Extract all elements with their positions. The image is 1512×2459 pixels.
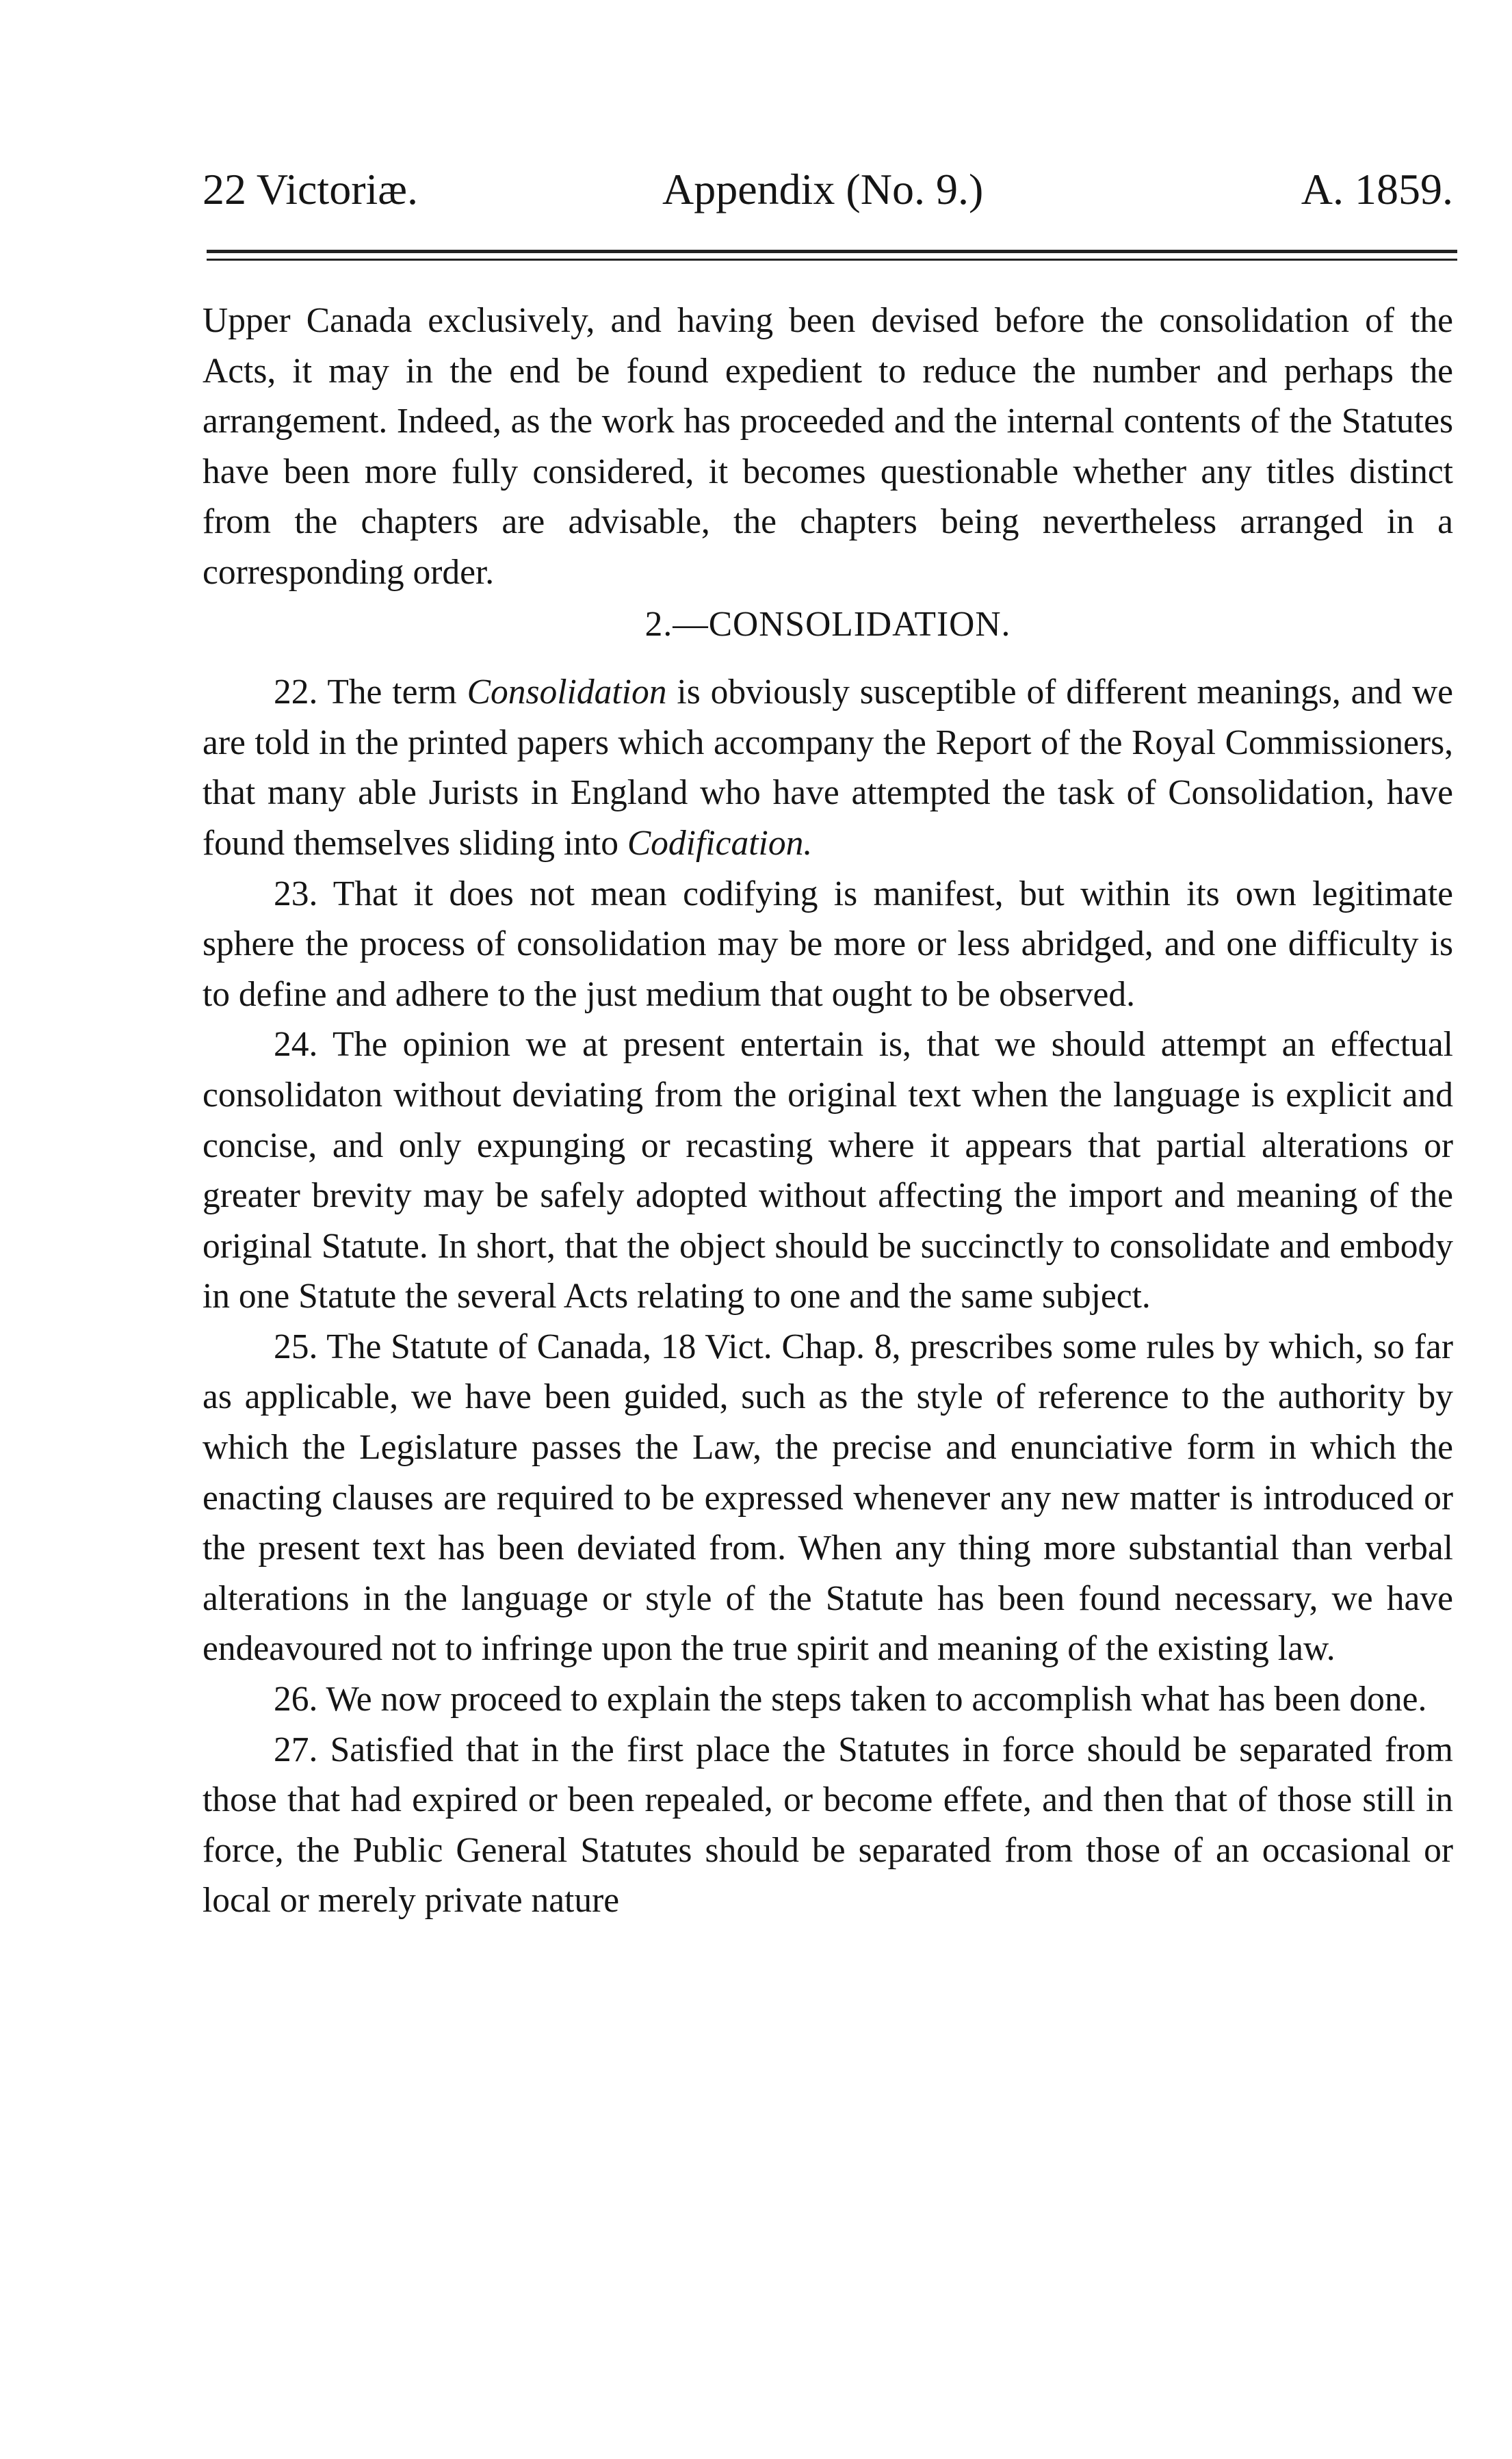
appendix-label: Appendix (No. 9.) [662, 165, 984, 213]
section-heading: 2.—CONSOLIDATION. [644, 604, 1011, 644]
paragraph-22-term-consolidation: Consolidation [467, 673, 667, 712]
header-rule-thick [207, 250, 1457, 253]
paragraph-26: 26. We now proceed to explain the steps taken to accomplish what has been done. [274, 1680, 1427, 1719]
paragraph-22 [203, 667, 1453, 868]
body-text [203, 296, 1453, 1926]
paragraph-25: 25. The Statute of Canada, 18 Vict. Chap. 8, prescribes some rules by which, so far as applicable, we have been guided, such as the style of reference to the authority by which the Legislature passes the Law, the precise and enunciative form in which the enacting clauses are required to be expressed whenever any new matter is introduced or the present text has been deviated from. When any thing more substantial than verbal alterations in the language or style of the Statute has been found necessary, we have endeavoured not to infringe upon the true spirit and meaning of the existing law. [203, 1327, 1453, 1669]
page-header [203, 159, 1453, 220]
paragraph-27: 27. Satisfied that in the first place the Statutes in force should be separated from those that had expired or been repealed, or become effete, and then that of those still in force, the Public General Statutes should be separated from those of an occasional or local or merely private nature [203, 1730, 1453, 1921]
paragraph-24: 24. The opinion we at present entertain is, that we should attempt an effectual consolidaton without deviating from the original text when the language is explicit and concise, and only expunging or recasting where it appears that partial alterations or greater brevity may be safely adopted without affecting the import and meaning of the original Statute. In short, that the object should be succinctly to consolidate and embody in one Statute the several Acts relating to one and the same subject. [203, 1025, 1453, 1316]
paragraph-22-term-codification: Codification. [627, 823, 813, 863]
paragraph-22-text-c: is obviously susceptible of different meanings, and we are told in the printed papers which accompany the Report of the Royal Commissioners, that many able Jurists in England who have attempted the task of Consolidation, have found themselves sliding into [203, 673, 1453, 863]
session-label: 22 Victoriæ. [203, 165, 418, 213]
year-label: A. 1859. [1301, 165, 1453, 213]
header-rule-thin [207, 259, 1457, 261]
paragraph-22-text-a: 22. The term [274, 673, 467, 712]
paragraph-continued: Upper Canada exclusively, and having been devised before the consolidation of the Acts, it may in the end be found expedient to reduce the number and perhaps the arrangement. Indeed, as the work has proceeded and the internal contents of the Statutes have been more fully considered, it becomes questionable whether any titles distinct from the chapters are advisable, the chapters being nevertheless arranged in a corresponding order. [203, 301, 1453, 592]
paragraph-23: 23. That it does not mean codifying is manifest, but within its own legitimate sphere the process of consolidation may be more or less abridged, and one difficulty is to define and adhere to the just medium that ought to be observed. [203, 874, 1453, 1014]
